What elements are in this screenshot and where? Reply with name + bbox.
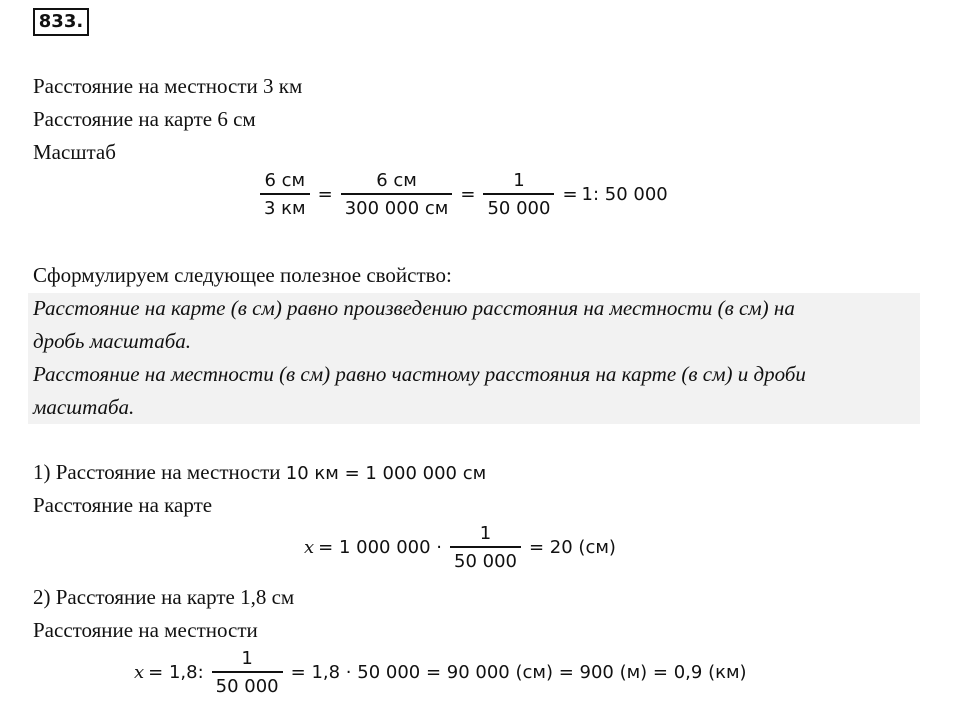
equals-sign: =	[460, 184, 476, 205]
equation-lhs: = 1,8:	[148, 662, 204, 683]
variable-x: x	[134, 662, 145, 683]
rule1-line2: дробь масштаба.	[33, 329, 192, 353]
rule1-line1: Расстояние на карте (в см) равно произведению расстояния на местности (в см) на	[33, 296, 795, 320]
fraction-numerator: 1	[513, 170, 525, 191]
fraction-numerator: 1	[479, 523, 492, 544]
equals-sign: =	[562, 184, 578, 205]
problem-number: 833.	[33, 8, 89, 36]
ground-distance-text: Расстояние на местности 3 км	[33, 74, 303, 98]
fraction-denominator: 300 000 см	[341, 193, 453, 219]
fraction-scale	[212, 648, 283, 697]
fraction-denominator: 3 км	[260, 193, 310, 219]
fraction-cm-km	[260, 170, 310, 219]
fraction-scale	[450, 523, 521, 572]
part2-line1: 2) Расстояние на карте 1,8 см	[33, 585, 295, 609]
rule2-line1: Расстояние на местности (в см) равно частному расстояния на карте (в см) и дроби	[33, 362, 806, 386]
part2-equation	[134, 648, 751, 697]
equation-rhs: = 1,8 · 50 000 = 90 000 (см) = 900 (м) = 0,9 (км)	[290, 662, 747, 683]
scale-equation	[256, 170, 668, 219]
fraction-cm-cm	[341, 170, 453, 219]
part1-text: 1) Расстояние на местности	[33, 460, 286, 484]
map-distance-text: Расстояние на карте 6 см	[33, 107, 256, 131]
fraction-denominator: 50 000	[450, 546, 521, 572]
equals-sign: =	[317, 184, 333, 205]
fraction-denominator: 50 000	[212, 671, 283, 697]
fraction-numerator: 1	[241, 648, 253, 669]
fraction-numerator: 6 см	[264, 170, 306, 191]
fraction-scale	[483, 170, 554, 219]
equation-rhs: = 20 (см)	[529, 537, 616, 558]
part2-line2: Расстояние на местности	[33, 618, 258, 642]
property-heading: Сформулируем следующее полезное свойство:	[33, 263, 452, 287]
scale-label: Масштаб	[33, 140, 116, 164]
fraction-numerator: 6 см	[376, 170, 417, 191]
scale-result: 1: 50 000	[581, 184, 668, 205]
part1-math: 10 км = 1 000 000 см	[285, 463, 487, 484]
part1-line2: Расстояние на карте	[33, 493, 213, 517]
equation-lhs: = 1 000 000 ·	[318, 537, 443, 558]
part1-line1	[33, 460, 486, 485]
part1-equation	[304, 523, 620, 572]
fraction-denominator: 50 000	[483, 193, 554, 219]
variable-x: x	[304, 537, 315, 558]
rule2-line2: масштаба.	[33, 395, 135, 419]
